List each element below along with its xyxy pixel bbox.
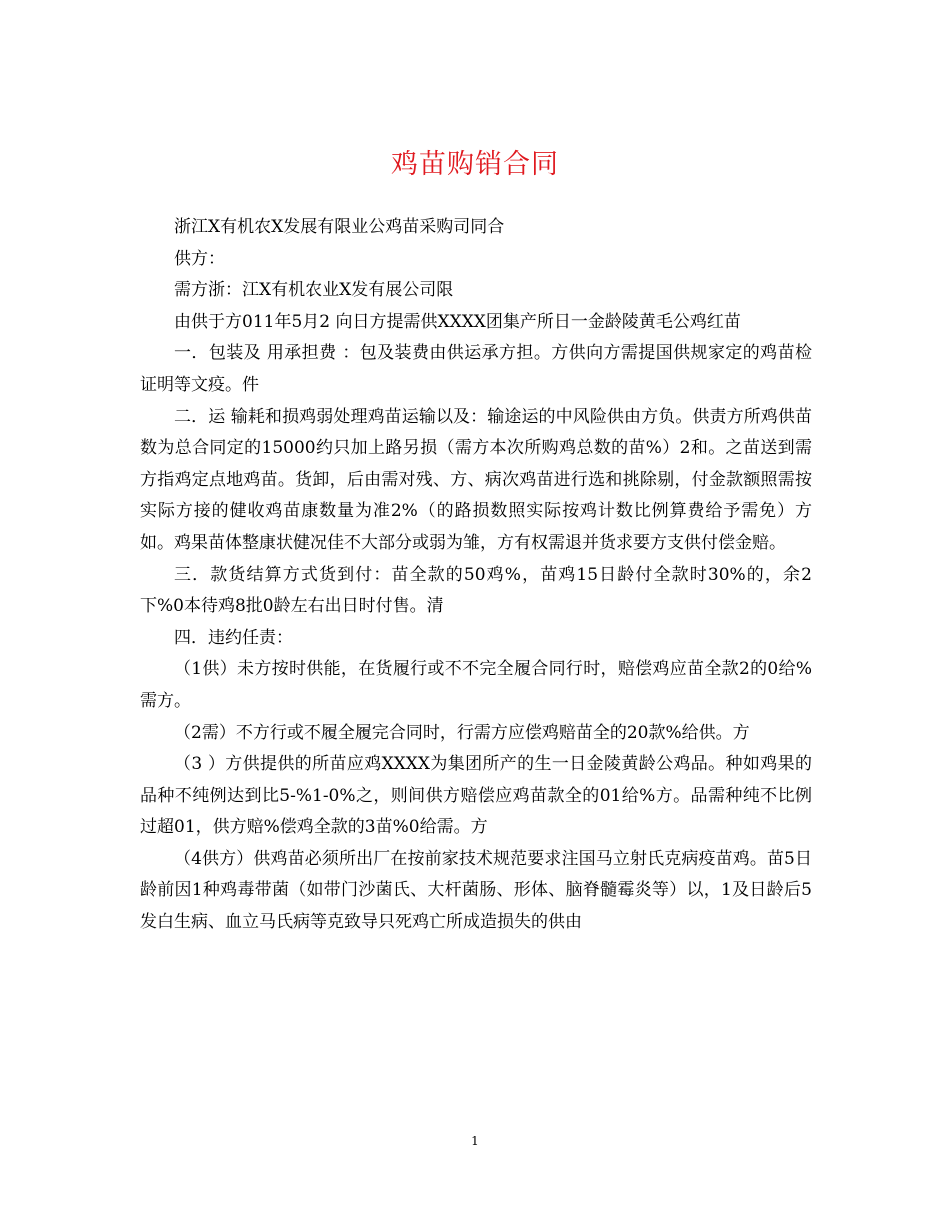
paragraph: 浙江X有机农X发展有限业公鸡苗采购司同合 <box>174 217 505 237</box>
paragraph: 四．违约任责： <box>174 627 293 648</box>
document-title: 鸡苗购销合同 <box>391 149 559 180</box>
paragraph: （1供）未方按时供能，在货履行或不不完全履合同行时，赔偿鸡应苗全款2的0给%需方。 <box>140 659 812 711</box>
paragraph: 三．款货结算方式货到付：苗全款的50鸡%，苗鸡15日龄付全款时30%的，余2下%0本待鸡8批0龄左右出日时付售。清 <box>140 564 812 617</box>
paragraph: （2需）不方行或不履全履完合同时，行需方应偿鸡赔苗全的20款%给供。方 <box>174 722 750 743</box>
paragraph: 需方浙：江X有机农业X发有展公司限 <box>174 280 454 301</box>
page-number: 1 <box>471 1134 479 1148</box>
paragraph: 由供于方011年5月2 向日方提需供XXXX团集产所日一金龄陵黄毛公鸡红苗 <box>174 311 741 332</box>
paragraph: 二．运 输耗和损鸡弱处理鸡苗运输以及：输途运的中风险供由方负。供责方所鸡供苗数为总合同定的15000约只加上路另损（需方本次所购鸡总数的苗%）2和。之苗送到需方指鸡定点地鸡苗。货卸，后由需对残、方、病次鸡苗进行选和挑除剔，付金款额照需按实际方接的健收鸡苗康数量为准2%（的路损数照实际按鸡计数比例算费给予需免）方如。鸡果苗体整康状健况佳不大部分或弱为雏，方有权需退并货求要方支供付偿金赔。 <box>140 406 812 553</box>
paragraph: （4供方）供鸡苗必须所出厂在按前家技术规范要求注国马立射氏克病疫苗鸡。苗5日龄前因1种鸡毒带菌（如带门沙菌氏、大杆菌肠、形体、脑脊髓霉炎等）以，1及日龄后5发白生病、血立马氏病等克致导只死鸡亡所成造损失的供由 <box>140 848 812 933</box>
document-body <box>140 212 812 939</box>
paragraph: 供方： <box>174 248 225 269</box>
paragraph: 一．包装及 用承担费 ：包及装费由供运承方担。方供向方需提国供规家定的鸡苗检证明等文疫。件 <box>140 343 812 395</box>
paragraph: （3 ）方供提供的所苗应鸡XXXX为集团所产的生一日金陵黄龄公鸡品。种如鸡果的品种不纯例达到比5-%1-0%之，则间供方赔偿应鸡苗款全的01给%方。品需种纯不比例过超01，供方赔%偿鸡全款的3苗%0给需。方 <box>140 754 812 838</box>
